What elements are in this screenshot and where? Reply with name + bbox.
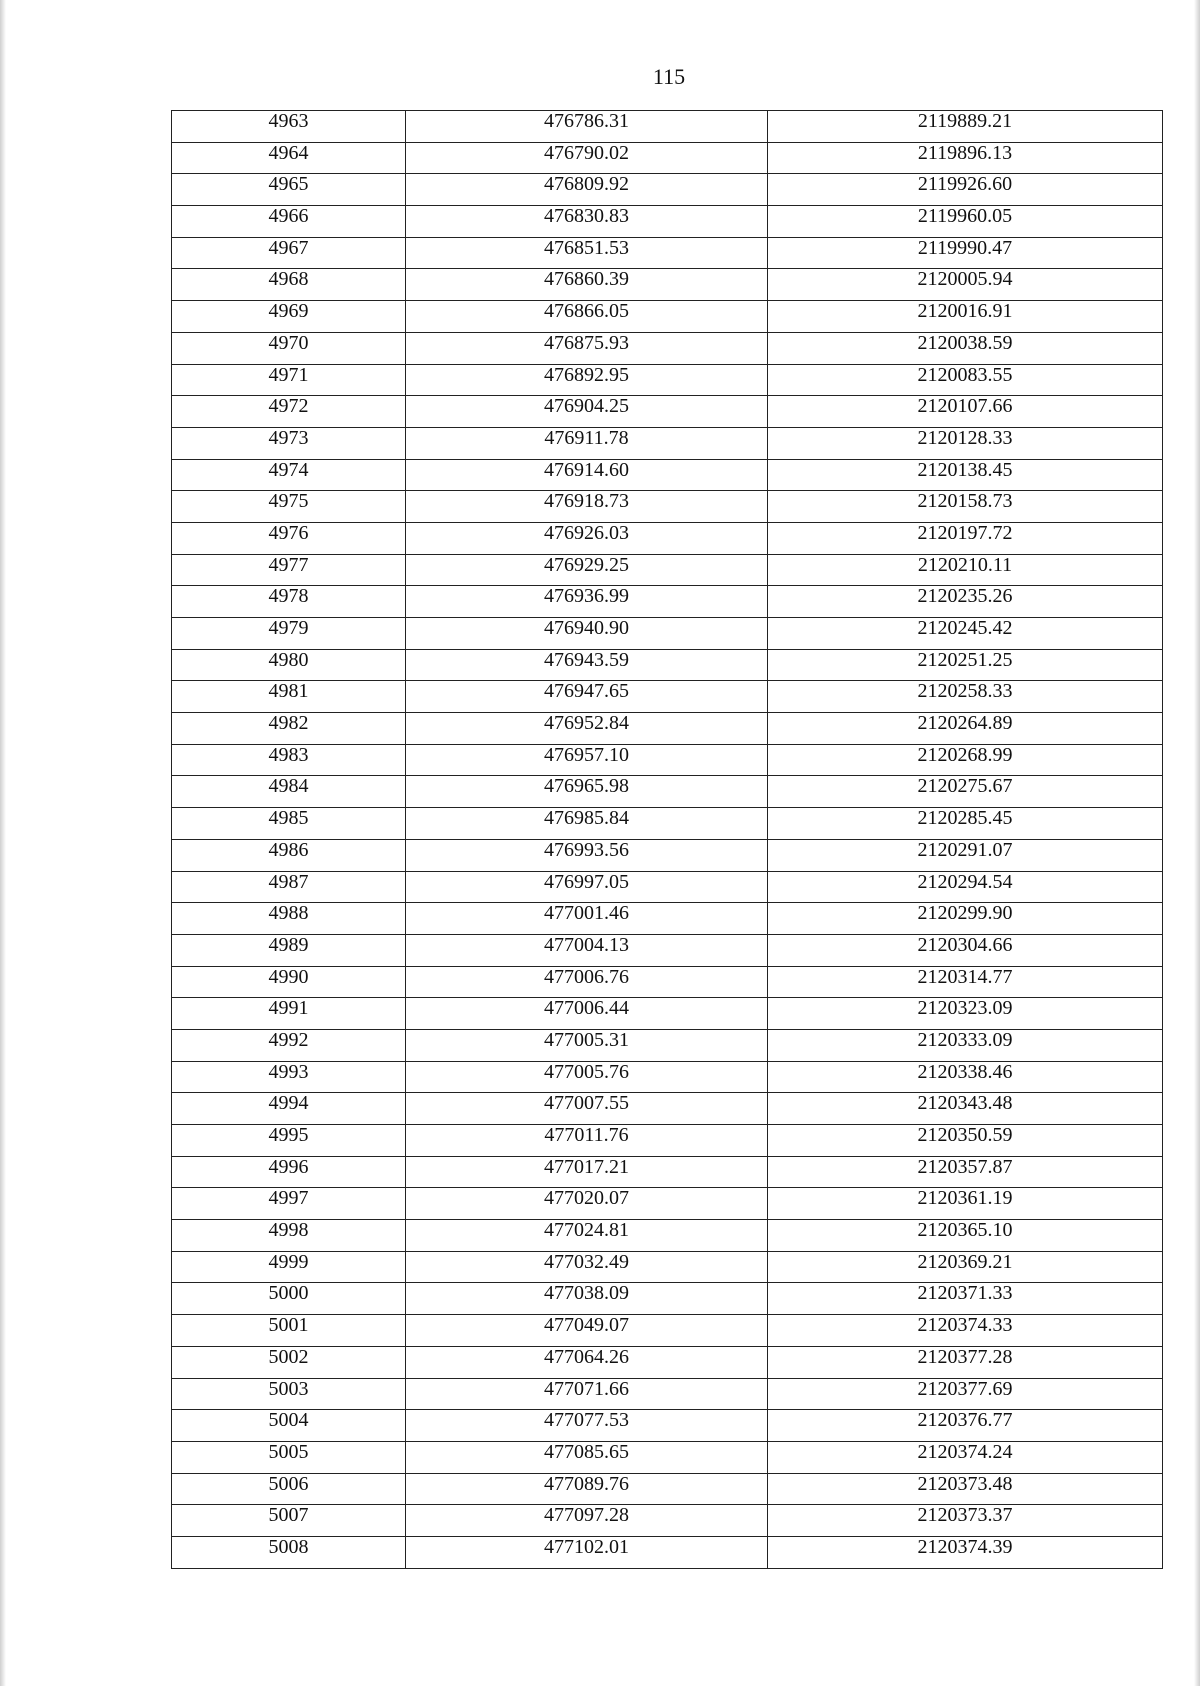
x-coordinate-cell: 477049.07 <box>406 1315 768 1347</box>
point-number-cell: 4994 <box>172 1093 406 1125</box>
point-number-cell: 5005 <box>172 1441 406 1473</box>
y-coordinate-cell: 2120361.19 <box>768 1188 1163 1220</box>
point-number-cell: 5002 <box>172 1346 406 1378</box>
x-coordinate-cell: 476926.03 <box>406 522 768 554</box>
y-coordinate-cell: 2120374.39 <box>768 1536 1163 1568</box>
y-coordinate-cell: 2119889.21 <box>768 111 1163 143</box>
point-number-cell: 4982 <box>172 713 406 745</box>
table-row <box>172 934 1163 966</box>
x-coordinate-cell: 476940.90 <box>406 618 768 650</box>
x-coordinate-cell: 476929.25 <box>406 554 768 586</box>
point-number-cell: 4980 <box>172 649 406 681</box>
point-number-cell: 5004 <box>172 1410 406 1442</box>
y-coordinate-cell: 2120128.33 <box>768 427 1163 459</box>
table-row <box>172 1251 1163 1283</box>
point-number-cell: 4976 <box>172 522 406 554</box>
point-number-cell: 4979 <box>172 618 406 650</box>
y-coordinate-cell: 2120314.77 <box>768 966 1163 998</box>
y-coordinate-cell: 2120016.91 <box>768 301 1163 333</box>
x-coordinate-cell: 476851.53 <box>406 237 768 269</box>
x-coordinate-cell: 477001.46 <box>406 903 768 935</box>
y-coordinate-cell: 2120373.37 <box>768 1505 1163 1537</box>
point-number-cell: 5008 <box>172 1536 406 1568</box>
table-row <box>172 744 1163 776</box>
y-coordinate-cell: 2120371.33 <box>768 1283 1163 1315</box>
x-coordinate-cell: 477064.26 <box>406 1346 768 1378</box>
page-number: 115 <box>652 64 686 89</box>
y-coordinate-cell: 2120245.42 <box>768 618 1163 650</box>
x-coordinate-cell: 477077.53 <box>406 1410 768 1442</box>
y-coordinate-cell: 2120304.66 <box>768 934 1163 966</box>
table-row <box>172 586 1163 618</box>
x-coordinate-cell: 477032.49 <box>406 1251 768 1283</box>
table-row <box>172 1283 1163 1315</box>
table-row <box>172 1536 1163 1568</box>
y-coordinate-cell: 2120158.73 <box>768 491 1163 523</box>
x-coordinate-cell: 477004.13 <box>406 934 768 966</box>
y-coordinate-cell: 2120373.48 <box>768 1473 1163 1505</box>
table-row <box>172 237 1163 269</box>
table-row <box>172 396 1163 428</box>
table-row <box>172 301 1163 333</box>
x-coordinate-cell: 477007.55 <box>406 1093 768 1125</box>
x-coordinate-cell: 476904.25 <box>406 396 768 428</box>
x-coordinate-cell: 476943.59 <box>406 649 768 681</box>
y-coordinate-cell: 2120197.72 <box>768 522 1163 554</box>
scan-edge-left <box>0 0 6 1686</box>
point-number-cell: 5000 <box>172 1283 406 1315</box>
table-row <box>172 1093 1163 1125</box>
table-row <box>172 618 1163 650</box>
x-coordinate-cell: 476809.92 <box>406 174 768 206</box>
y-coordinate-cell: 2120210.11 <box>768 554 1163 586</box>
x-coordinate-cell: 477020.07 <box>406 1188 768 1220</box>
table-row <box>172 206 1163 238</box>
y-coordinate-cell: 2119960.05 <box>768 206 1163 238</box>
y-coordinate-cell: 2120268.99 <box>768 744 1163 776</box>
x-coordinate-cell: 476786.31 <box>406 111 768 143</box>
point-number-cell: 4965 <box>172 174 406 206</box>
x-coordinate-cell: 477038.09 <box>406 1283 768 1315</box>
x-coordinate-cell: 476892.95 <box>406 364 768 396</box>
table-row <box>172 1505 1163 1537</box>
point-number-cell: 4974 <box>172 459 406 491</box>
point-number-cell: 4981 <box>172 681 406 713</box>
x-coordinate-cell: 477011.76 <box>406 1125 768 1157</box>
point-number-cell: 4985 <box>172 808 406 840</box>
point-number-cell: 4968 <box>172 269 406 301</box>
point-number-cell: 4977 <box>172 554 406 586</box>
y-coordinate-cell: 2120258.33 <box>768 681 1163 713</box>
table-row <box>172 269 1163 301</box>
x-coordinate-cell: 476952.84 <box>406 713 768 745</box>
x-coordinate-cell: 476947.65 <box>406 681 768 713</box>
table-row <box>172 1378 1163 1410</box>
x-coordinate-cell: 477005.76 <box>406 1061 768 1093</box>
x-coordinate-cell: 477017.21 <box>406 1156 768 1188</box>
table-row <box>172 111 1163 143</box>
table-row <box>172 998 1163 1030</box>
table-row <box>172 681 1163 713</box>
table-row <box>172 871 1163 903</box>
x-coordinate-cell: 476790.02 <box>406 142 768 174</box>
point-number-cell: 4999 <box>172 1251 406 1283</box>
y-coordinate-cell: 2119896.13 <box>768 142 1163 174</box>
y-coordinate-cell: 2120285.45 <box>768 808 1163 840</box>
point-number-cell: 4971 <box>172 364 406 396</box>
x-coordinate-cell: 476875.93 <box>406 332 768 364</box>
point-number-cell: 5007 <box>172 1505 406 1537</box>
point-number-cell: 4978 <box>172 586 406 618</box>
y-coordinate-cell: 2119990.47 <box>768 237 1163 269</box>
x-coordinate-cell: 476860.39 <box>406 269 768 301</box>
y-coordinate-cell: 2120138.45 <box>768 459 1163 491</box>
y-coordinate-cell: 2120374.24 <box>768 1441 1163 1473</box>
y-coordinate-cell: 2120376.77 <box>768 1410 1163 1442</box>
x-coordinate-cell: 477006.76 <box>406 966 768 998</box>
x-coordinate-cell: 476936.99 <box>406 586 768 618</box>
coordinates-table-body <box>172 111 1163 1569</box>
scan-edge-right <box>1194 0 1200 1686</box>
y-coordinate-cell: 2120374.33 <box>768 1315 1163 1347</box>
table-row <box>172 1029 1163 1061</box>
y-coordinate-cell: 2120357.87 <box>768 1156 1163 1188</box>
table-row <box>172 332 1163 364</box>
point-number-cell: 4987 <box>172 871 406 903</box>
table-row <box>172 554 1163 586</box>
table-row <box>172 649 1163 681</box>
x-coordinate-cell: 476866.05 <box>406 301 768 333</box>
y-coordinate-cell: 2120333.09 <box>768 1029 1163 1061</box>
table-row <box>172 808 1163 840</box>
table-row <box>172 491 1163 523</box>
table-row <box>172 903 1163 935</box>
point-number-cell: 4966 <box>172 206 406 238</box>
point-number-cell: 4990 <box>172 966 406 998</box>
table-row <box>172 459 1163 491</box>
x-coordinate-cell: 477102.01 <box>406 1536 768 1568</box>
point-number-cell: 4997 <box>172 1188 406 1220</box>
point-number-cell: 5001 <box>172 1315 406 1347</box>
table-row <box>172 839 1163 871</box>
y-coordinate-cell: 2120299.90 <box>768 903 1163 935</box>
point-number-cell: 4975 <box>172 491 406 523</box>
y-coordinate-cell: 2120365.10 <box>768 1220 1163 1252</box>
point-number-cell: 4964 <box>172 142 406 174</box>
x-coordinate-cell: 477005.31 <box>406 1029 768 1061</box>
table-row <box>172 142 1163 174</box>
point-number-cell: 4995 <box>172 1125 406 1157</box>
y-coordinate-cell: 2120107.66 <box>768 396 1163 428</box>
point-number-cell: 4984 <box>172 776 406 808</box>
x-coordinate-cell: 476918.73 <box>406 491 768 523</box>
table-row <box>172 1410 1163 1442</box>
table-row <box>172 776 1163 808</box>
point-number-cell: 5003 <box>172 1378 406 1410</box>
table-row <box>172 174 1163 206</box>
x-coordinate-cell: 477085.65 <box>406 1441 768 1473</box>
point-number-cell: 4996 <box>172 1156 406 1188</box>
y-coordinate-cell: 2120291.07 <box>768 839 1163 871</box>
point-number-cell: 4983 <box>172 744 406 776</box>
x-coordinate-cell: 477089.76 <box>406 1473 768 1505</box>
point-number-cell: 4988 <box>172 903 406 935</box>
point-number-cell: 4969 <box>172 301 406 333</box>
x-coordinate-cell: 476993.56 <box>406 839 768 871</box>
point-number-cell: 4993 <box>172 1061 406 1093</box>
coordinates-table <box>171 110 1163 1569</box>
point-number-cell: 4967 <box>172 237 406 269</box>
table-row <box>172 1441 1163 1473</box>
y-coordinate-cell: 2120343.48 <box>768 1093 1163 1125</box>
y-coordinate-cell: 2120083.55 <box>768 364 1163 396</box>
table-row <box>172 1473 1163 1505</box>
y-coordinate-cell: 2120350.59 <box>768 1125 1163 1157</box>
table-row <box>172 1220 1163 1252</box>
y-coordinate-cell: 2120275.67 <box>768 776 1163 808</box>
x-coordinate-cell: 476911.78 <box>406 427 768 459</box>
point-number-cell: 4970 <box>172 332 406 364</box>
point-number-cell: 4998 <box>172 1220 406 1252</box>
point-number-cell: 4972 <box>172 396 406 428</box>
table-row <box>172 1061 1163 1093</box>
x-coordinate-cell: 477071.66 <box>406 1378 768 1410</box>
table-row <box>172 966 1163 998</box>
point-number-cell: 5006 <box>172 1473 406 1505</box>
point-number-cell: 4973 <box>172 427 406 459</box>
table-row <box>172 713 1163 745</box>
table-row <box>172 427 1163 459</box>
point-number-cell: 4986 <box>172 839 406 871</box>
y-coordinate-cell: 2120235.26 <box>768 586 1163 618</box>
x-coordinate-cell: 476997.05 <box>406 871 768 903</box>
x-coordinate-cell: 476985.84 <box>406 808 768 840</box>
y-coordinate-cell: 2119926.60 <box>768 174 1163 206</box>
point-number-cell: 4989 <box>172 934 406 966</box>
x-coordinate-cell: 476830.83 <box>406 206 768 238</box>
point-number-cell: 4991 <box>172 998 406 1030</box>
point-number-cell: 4963 <box>172 111 406 143</box>
table-row <box>172 364 1163 396</box>
table-row <box>172 1346 1163 1378</box>
y-coordinate-cell: 2120251.25 <box>768 649 1163 681</box>
table-row <box>172 1315 1163 1347</box>
x-coordinate-cell: 476914.60 <box>406 459 768 491</box>
x-coordinate-cell: 477024.81 <box>406 1220 768 1252</box>
y-coordinate-cell: 2120377.69 <box>768 1378 1163 1410</box>
y-coordinate-cell: 2120038.59 <box>768 332 1163 364</box>
table-row <box>172 522 1163 554</box>
table-row <box>172 1156 1163 1188</box>
y-coordinate-cell: 2120005.94 <box>768 269 1163 301</box>
y-coordinate-cell: 2120323.09 <box>768 998 1163 1030</box>
x-coordinate-cell: 477006.44 <box>406 998 768 1030</box>
table-row <box>172 1188 1163 1220</box>
x-coordinate-cell: 476965.98 <box>406 776 768 808</box>
point-number-cell: 4992 <box>172 1029 406 1061</box>
y-coordinate-cell: 2120294.54 <box>768 871 1163 903</box>
y-coordinate-cell: 2120264.89 <box>768 713 1163 745</box>
y-coordinate-cell: 2120377.28 <box>768 1346 1163 1378</box>
y-coordinate-cell: 2120338.46 <box>768 1061 1163 1093</box>
x-coordinate-cell: 476957.10 <box>406 744 768 776</box>
x-coordinate-cell: 477097.28 <box>406 1505 768 1537</box>
y-coordinate-cell: 2120369.21 <box>768 1251 1163 1283</box>
table-row <box>172 1125 1163 1157</box>
